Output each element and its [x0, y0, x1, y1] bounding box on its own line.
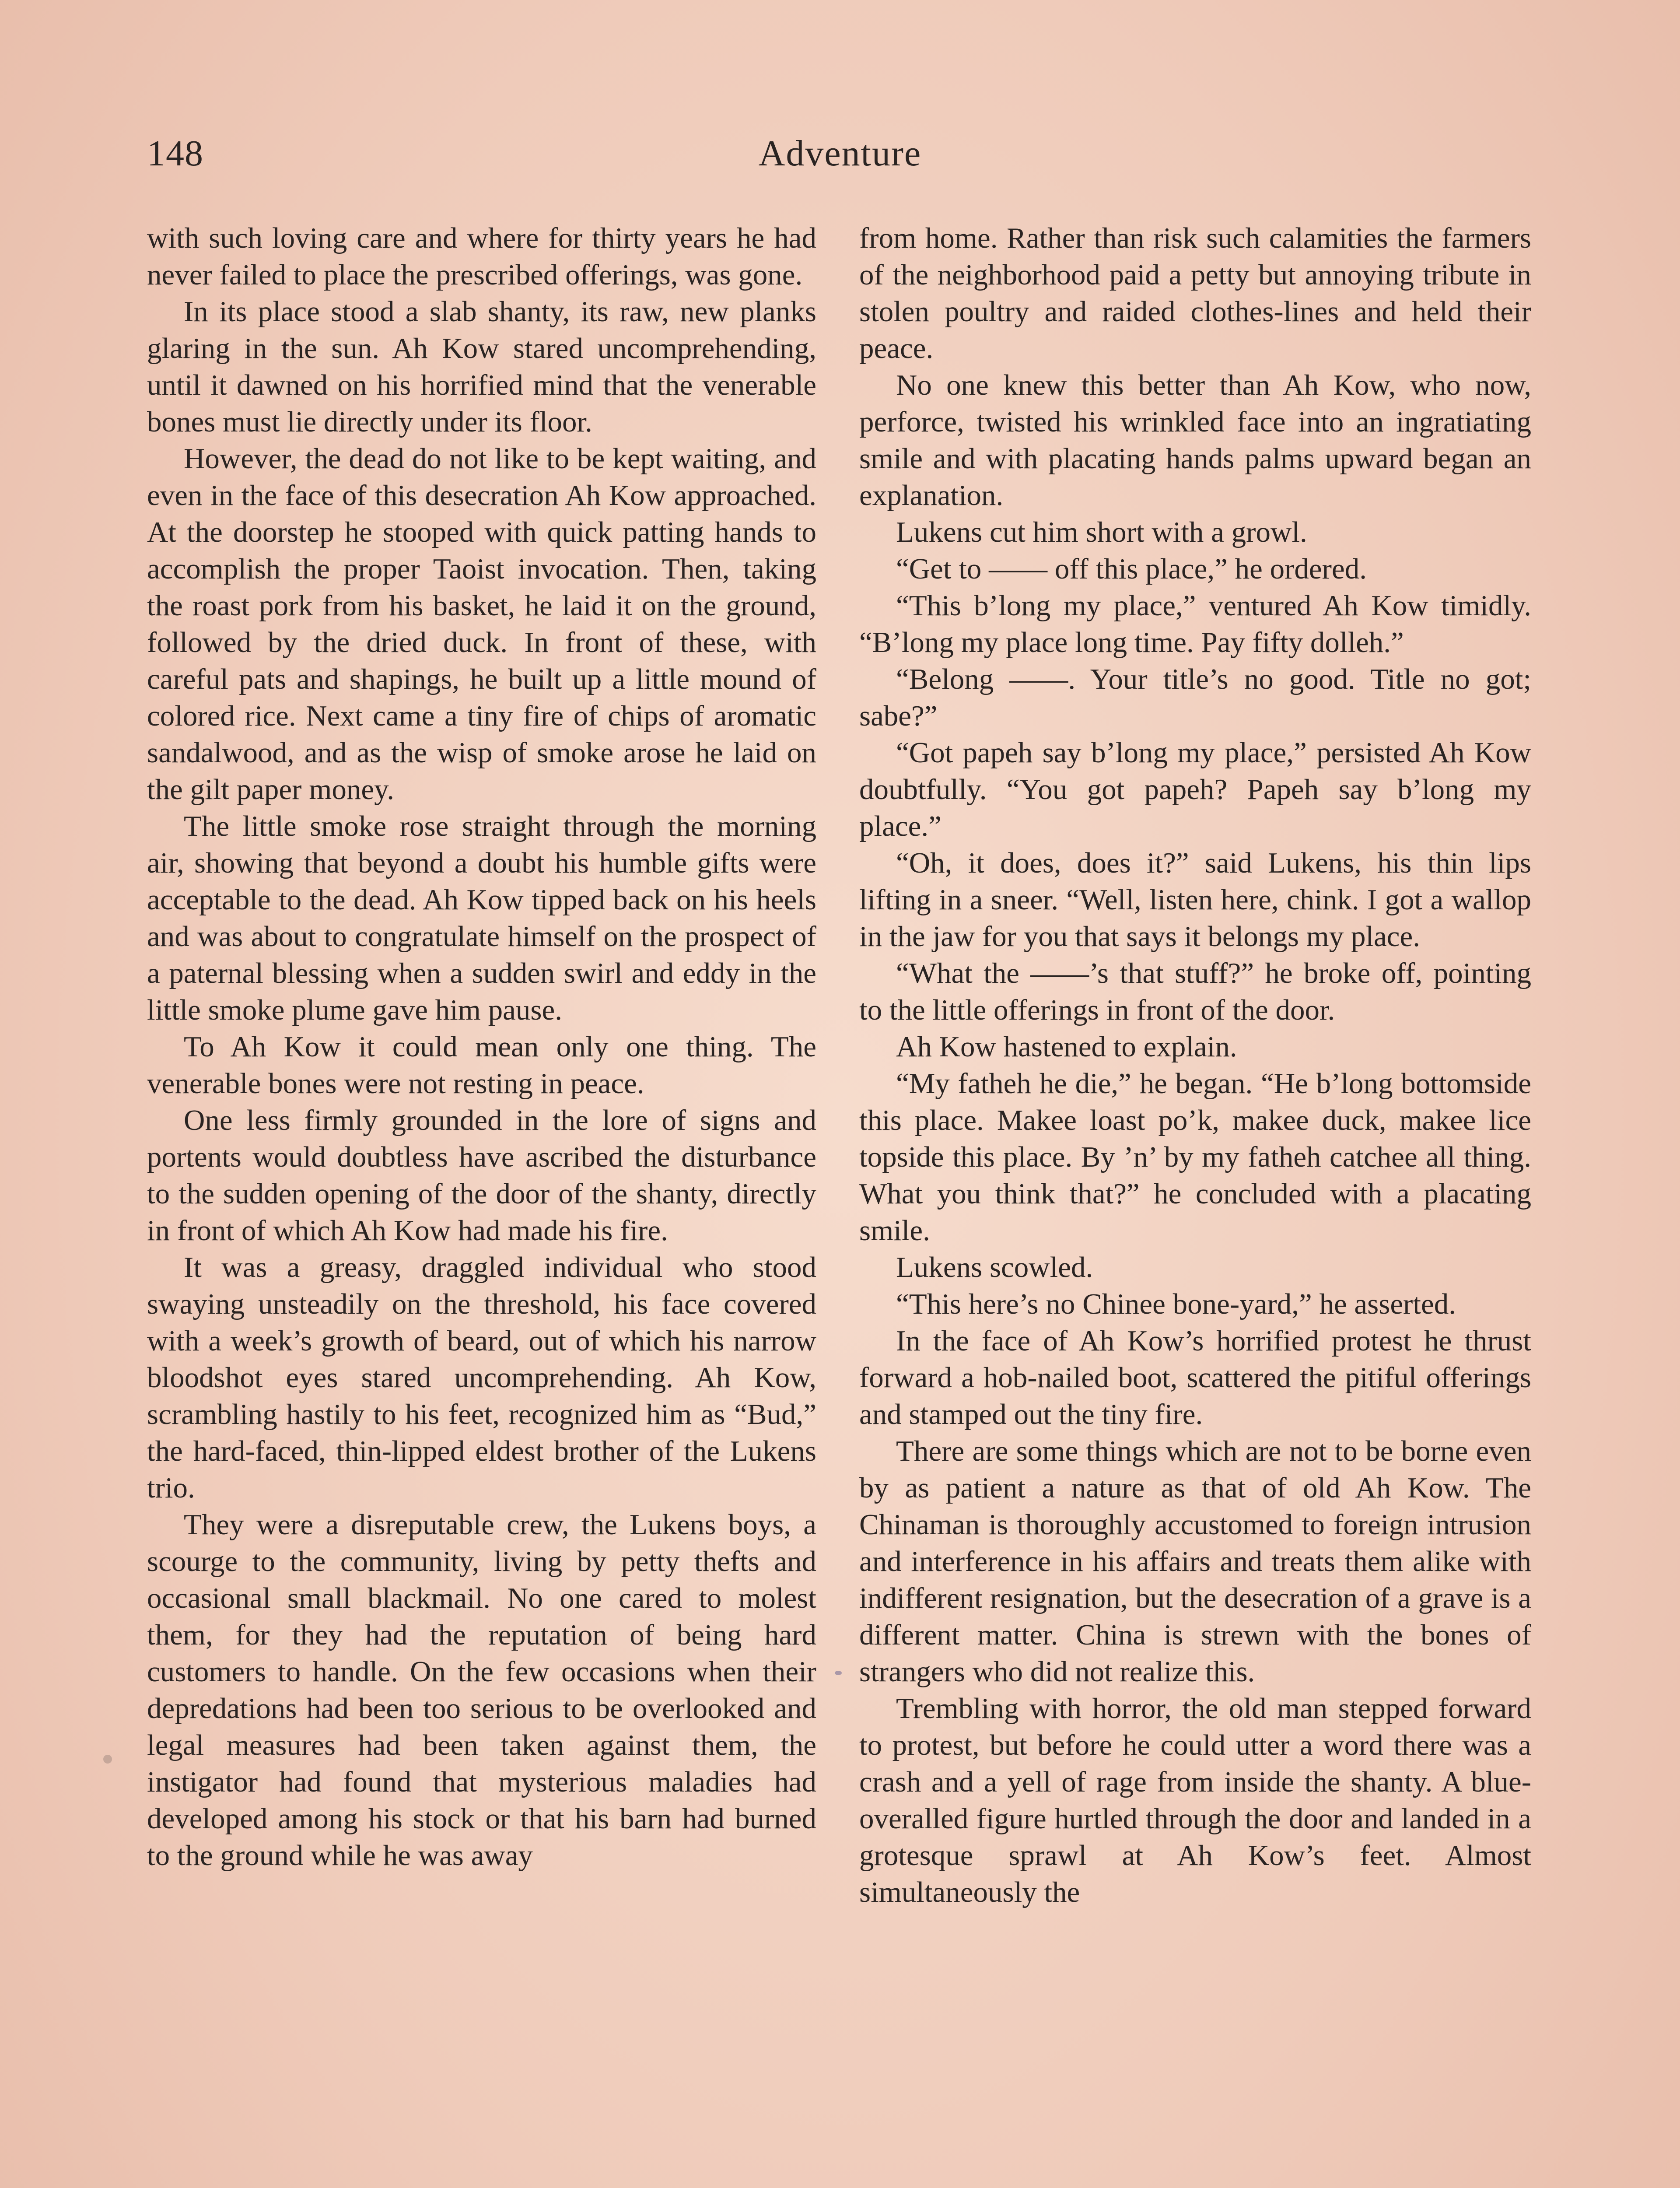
paragraph: “My fatheh he die,” he began. “He b’long bottomside this place. Makee loast po’k, makee duck, makee lice topside this place. By ’n’ by my fatheh catchee all thing. What you think that?” he concluded with a placating smile.	[859, 1067, 1531, 1247]
paragraph: Trembling with horror, the old man stepped forward to protest, but before he could utter a word there was a crash and a yell of rage from inside the shanty. A blue-overalled figure hurtled through the door and landed in a grotesque sprawl at Ah Kow’s feet. Almost simultaneously the	[859, 1692, 1531, 1908]
paragraph: “Get to —— off this place,” he ordered.	[896, 553, 1367, 585]
paragraph: “Oh, it does, does it?” said Lukens, his thin lips lifting in a sneer. “Well, listen here, chink. I got a wallop in the jaw for you that says it belongs my place.	[859, 847, 1531, 953]
ink-speck	[835, 1671, 842, 1675]
paragraph: Ah Kow hastened to explain.	[896, 1031, 1237, 1063]
paragraph: “This b’long my place,” ventured Ah Kow timidly. “B’long my place long time. Pay fifty dolleh.”	[859, 589, 1531, 659]
paragraph: from home. Rather than risk such calamities the farmers of the neighborhood paid a petty but annoying tribute in stolen poultry and raided clothes-lines and held their peace.	[859, 222, 1531, 365]
paragraph: One less firmly grounded in the lore of signs and portents would doubtless have ascribed the disturbance to the sudden opening of the door of the shanty, directly in front of which Ah Kow had made his fire.	[147, 1104, 816, 1247]
paragraph: Lukens cut him short with a growl.	[896, 516, 1307, 548]
paragraph: The little smoke rose straight through the morning air, showing that beyond a doubt his humble gifts were acceptable to the dead. Ah Kow tipped back on his heels and was about to congratulate himself on the prospect of a paternal blessing when a sudden swirl and eddy in the little smoke plume gave him pause.	[147, 810, 816, 1026]
paragraph: with such loving care and where for thirty years he had never failed to place the prescribed offerings, was gone.	[147, 222, 816, 291]
page-number: 148	[147, 133, 203, 174]
paragraph: However, the dead do not like to be kept waiting, and even in the face of this desecration Ah Kow approached. At the doorstep he stooped with quick patting hands to accomplish the proper Taoist invocation. Then, taking the roast pork from his basket, he laid it on the ground, followed by the dried duck. In front of these, with careful pats and shapings, he built up a little mound of colored rice. Next came a tiny fire of chips of aromatic sandalwood, and as the wisp of smoke arose he laid on the gilt paper money.	[147, 442, 816, 806]
right-column	[859, 220, 1531, 1911]
paragraph: “This here’s no Chinee bone-yard,” he asserted.	[896, 1288, 1456, 1320]
paragraph: In its place stood a slab shanty, its raw, new planks glaring in the sun. Ah Kow stared uncomprehending, until it dawned on his horrified mind that the venerable bones must lie directly under its floor.	[147, 295, 816, 438]
magazine-title: Adventure	[758, 133, 922, 174]
paragraph: It was a greasy, draggled individual who stood swaying unsteadily on the threshold, his face covered with a week’s growth of beard, out of which his narrow bloodshot eyes stared uncomprehending. Ah Kow, scrambling hastily to his feet, recognized him as “Bud,” the hard-faced, thin-lipped eldest brother of the Lukens trio.	[147, 1251, 816, 1504]
paragraph: In the face of Ah Kow’s horrified protest he thrust forward a hob-nailed boot, scattered the pitiful offerings and stamped out the tiny fire.	[859, 1325, 1531, 1431]
paragraph: No one knew this better than Ah Kow, who now, perforce, twisted his wrinkled face into an ingratiating smile and with placating hands palms upward began an explanation.	[859, 369, 1531, 512]
paragraph: “Belong ——. Your title’s no good. Title no got; sabe?”	[859, 663, 1531, 732]
running-head	[147, 130, 1533, 186]
left-column	[147, 220, 816, 1874]
paragraph: To Ah Kow it could mean only one thing. The venerable bones were not resting in peace.	[147, 1031, 816, 1100]
paragraph: “What the ——’s that stuff?” he broke off, pointing to the little offerings in front of the door.	[859, 957, 1531, 1026]
paragraph: There are some things which are not to be borne even by as patient a nature as that of old Ah Kow. The Chinaman is thoroughly accustomed to foreign intrusion and interference in his affairs and treats them alike with indifferent resignation, but the desecration of a grave is a different matter. China is strewn with the bones of strangers who did not realize this.	[859, 1435, 1531, 1688]
paper-spot	[103, 1755, 112, 1764]
paragraph: “Got papeh say b’long my place,” persisted Ah Kow doubtfully. “You got papeh? Papeh say b’long my place.”	[859, 736, 1531, 842]
paragraph: Lukens scowled.	[896, 1251, 1093, 1283]
paragraph: They were a disreputable crew, the Lukens boys, a scourge to the community, living by petty thefts and occasional small blackmail. No one cared to molest them, for they had the reputation of being hard customers to handle. On the few occasions when their depredations had been too serious to be overlooked and legal measures had been taken against them, the instigator had found that mysterious maladies had developed among his stock or that his barn had burned to the ground while he was away	[147, 1508, 816, 1872]
